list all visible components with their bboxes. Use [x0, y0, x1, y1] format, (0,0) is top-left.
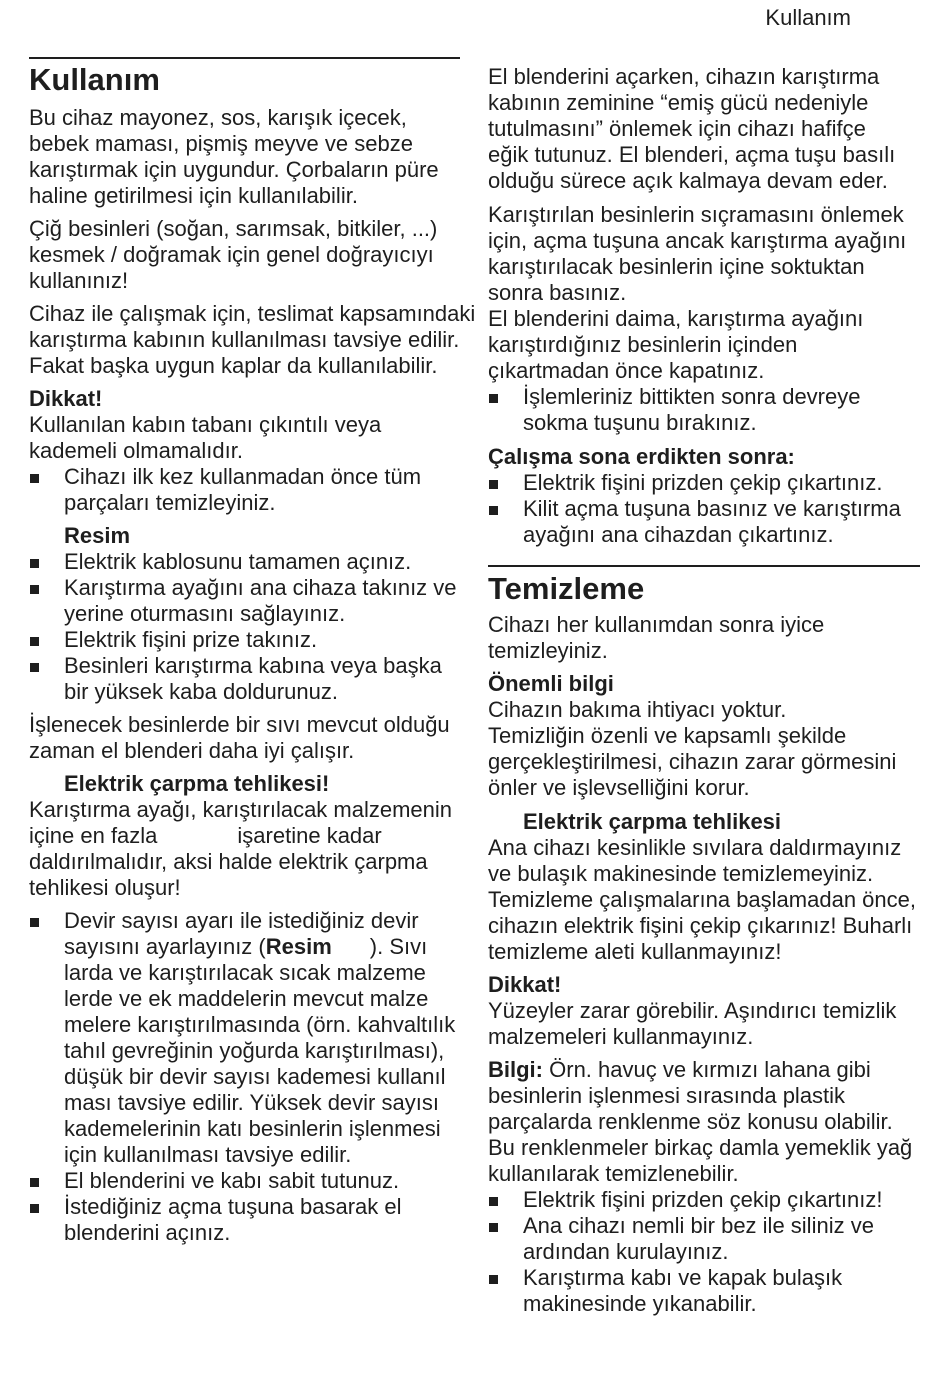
paragraph-line: bebek maması, pişmiş meyve ve sebze — [29, 131, 413, 156]
bullet-item — [29, 908, 460, 1168]
running-header: Kullanım — [765, 5, 851, 30]
info-label: Bilgi: — [488, 1057, 543, 1082]
paragraph-line: Temizleme çalışmalarına başlamadan önce, — [488, 887, 916, 912]
text-segment: Örn. havuç ve kırmızı lahana gibi — [549, 1057, 871, 1082]
bullet-square-icon — [489, 1223, 498, 1232]
paragraph-line: Temizliğin özenli ve kapsamlı şekilde — [488, 723, 847, 748]
paragraph-line: önler ve işlevselliğini korur. — [488, 775, 750, 800]
paragraph-line: Karıştırılan besinlerin sıçramasını önlemek — [488, 202, 904, 227]
paragraph-line: Kullanılan kabın tabanı çıkıntılı veya — [29, 412, 382, 437]
paragraph-line: temizleyiniz. — [488, 638, 608, 663]
paragraph-line: Bu renklenmeler birkaç damla yemeklik yağ — [488, 1135, 913, 1160]
paragraph-line: karıştırmak için uygundur. Çorbaların püre — [29, 157, 439, 182]
bullet-square-icon — [30, 1204, 39, 1213]
bullet-square-icon — [30, 585, 39, 594]
paragraph-line: parçalarda renklenme söz konusu olabilir. — [488, 1109, 893, 1134]
bullet-line: ardından kurulayınız. — [523, 1239, 729, 1264]
bullet-item — [29, 653, 460, 705]
section-heading: Kullanım — [29, 62, 160, 97]
text-segment: içine en fazla — [29, 823, 158, 848]
after-use-label: Çalışma sona erdikten sonra: — [488, 444, 795, 469]
bullet-line: Cihazı ilk kez kullanmadan önce tüm — [64, 464, 422, 489]
bullet-line: lerde ve ek maddelerin mevcut malze — [64, 986, 429, 1011]
paragraph-line: gerçekleştirilmesi, cihazın zarar görmesini — [488, 749, 897, 774]
after-use-block — [488, 444, 920, 548]
paragraph-line: malzemeleri kullanmayınız. — [488, 1024, 754, 1049]
paragraph-line: El blenderini daima, karıştırma ayağını — [488, 306, 864, 331]
bullet-square-icon — [30, 1178, 39, 1187]
paragraph-line: cihazın elektrik fişini çekip çıkarınız! Buharlı — [488, 913, 913, 938]
bullet-line: Karıştırma ayağını ana cihaza takınız ve — [64, 575, 457, 600]
paragraph-line: El blenderini açarken, cihazın karıştırma — [488, 64, 880, 89]
bullet-line: için kullanılması tavsiye edilir. — [64, 1142, 352, 1167]
figure-label: Resim — [64, 523, 131, 548]
bullet-line: Elektrik fişini prizden çekip çıkartınız. — [523, 470, 883, 495]
info-block — [488, 1057, 920, 1187]
switch-on-paragraph — [488, 64, 920, 194]
bullet-item — [29, 1194, 460, 1246]
paragraph-line: haline getirilmesi için kullanılabilir. — [29, 183, 358, 208]
bullet-item — [488, 470, 920, 496]
paragraph-line: Cihazı her kullanımdan sonra iyice — [488, 612, 825, 637]
paragraph-line: Karıştırma ayağı, karıştırılacak malzemenin — [29, 797, 453, 822]
paragraph-line: ve bulaşık makinesinde temizlemeyiniz. — [488, 861, 874, 886]
bullet-square-icon — [489, 1197, 498, 1206]
paragraph-line: olduğu sürece açık kalmaya devam eder. — [488, 168, 888, 193]
paragraph-line: besinlerin işlenmesi sırasında plastik — [488, 1083, 846, 1108]
paragraph-line: kabının zeminine “emiş gücü nedeniyle — [488, 90, 869, 115]
bullet-item — [488, 1213, 920, 1265]
bullet-square-icon — [30, 918, 39, 927]
bullet-line: Ana cihazı nemli bir bez ile siliniz ve — [523, 1213, 874, 1238]
left-column — [29, 57, 476, 1246]
bullet-square-icon — [489, 480, 498, 489]
bullet-item — [488, 496, 920, 548]
shock-warning-label: Elektrik çarpma tehlikesi — [523, 809, 782, 834]
paragraph-line: Ana cihazı kesinlikle sıvılara daldırmayınız — [488, 835, 902, 860]
bullet-line: melere karıştırılmasında (örn. kahvaltılık — [64, 1012, 456, 1037]
bullet-line: kademelerinin katı besinlerin işlenmesi — [64, 1116, 441, 1141]
bullet-line: tahıl gevreğinin yoğurda karıştırılması), — [64, 1038, 445, 1063]
bullet-square-icon — [30, 637, 39, 646]
paragraph-line: tehlikesi oluşur! — [29, 875, 181, 900]
bullet-square-icon — [489, 1275, 498, 1284]
shock-warning-label: Elektrik çarpma tehlikesi! — [64, 771, 330, 796]
bullet-line: larda ve karıştırılacak sıcak malzeme — [64, 960, 426, 985]
bullet-line: parçaları temizleyiniz. — [64, 490, 276, 515]
figure-reference: Resim — [265, 934, 332, 959]
paragraph-line: Çiğ besinleri (soğan, sarımsak, bitkiler, ...) — [29, 216, 438, 241]
paragraph-line: sonra basınız. — [488, 280, 627, 305]
paragraph-line — [29, 823, 460, 849]
paragraph-line: Cihaz ile çalışmak için, teslimat kapsamındaki — [29, 301, 476, 326]
bullet-line: Besinleri karıştırma kabına veya başka — [64, 653, 442, 678]
important-info-block — [488, 671, 920, 801]
right-column — [488, 64, 920, 1317]
caution-block — [488, 972, 920, 1050]
bullet-line: düşük bir devir sayısı kademesi kullanıl — [64, 1064, 446, 1089]
cleaning-intro-paragraph — [488, 612, 920, 664]
paragraph-line: için, açma tuşuna ancak karıştırma ayağını — [488, 228, 907, 253]
caution-block — [29, 386, 460, 464]
paragraph-line: temizleme aleti kullanmayınız! — [488, 939, 782, 964]
paragraph-line: çıkartmadan önce kapatınız. — [488, 358, 765, 383]
bullet-item — [29, 549, 460, 575]
bullet-item — [29, 464, 460, 516]
paragraph-line: Yüzeyler zarar görebilir. Aşındırıcı temizlik — [488, 998, 897, 1023]
paragraph-line: karıştırılacak besinlerin içine soktuktan — [488, 254, 865, 279]
bullet-line: makinesinde yıkanabilir. — [523, 1291, 757, 1316]
bullet-line: blenderini açınız. — [64, 1220, 231, 1245]
paragraph-line: karıştırma kabının kullanılması tavsiye edilir. — [29, 327, 460, 352]
text-segment: sayısını ayarlayınız ( — [64, 934, 266, 959]
text-segment: işaretine kadar — [237, 823, 382, 848]
bullet-line: ayağını ana cihazdan çıkartınız. — [523, 522, 834, 547]
bullet-line: Elektrik fişini prizden çekip çıkartınız! — [523, 1187, 883, 1212]
paragraph-line: kullanılarak temizlenebilir. — [488, 1161, 739, 1186]
bullet-line: Elektrik kablosunu tamamen açınız. — [64, 549, 412, 574]
paragraph-line: kesmek / doğramak için genel doğrayıcıyı — [29, 242, 434, 267]
bullet-square-icon — [30, 559, 39, 568]
bullet-square-icon — [30, 663, 39, 672]
bullet-line: yerine oturmasını sağlayınız. — [64, 601, 346, 626]
shock-warning-block — [488, 809, 920, 965]
paragraph-line — [488, 1057, 920, 1083]
intro-paragraph — [29, 105, 460, 209]
splash-note-paragraph — [488, 202, 920, 384]
paragraph-line: tutulmasını” önlemek için cihazı hafifçe — [488, 116, 866, 141]
paragraph-line: karıştırdığınız besinlerin içinden — [488, 332, 798, 357]
shock-warning-block — [29, 771, 460, 901]
bullet-line: Karıştırma kabı ve kapak bulaşık — [523, 1265, 843, 1290]
paragraph-line: eğik tutunuz. El blenderi, açma tuşu basılı — [488, 142, 896, 167]
paragraph-line: daldırılmalıdır, aksi halde elektrik çarpma — [29, 849, 428, 874]
bullet-line: ması tavsiye edilir. Yüksek devir sayısı — [64, 1090, 439, 1115]
important-info-label: Önemli bilgi — [488, 671, 614, 696]
bullet-line: Kilit açma tuşuna basınız ve karıştırma — [523, 496, 901, 521]
bullet-line: El blenderini ve kabı sabit tutunuz. — [64, 1168, 400, 1193]
bullet-square-icon — [489, 394, 498, 403]
text-segment: ). Sıvı — [369, 934, 428, 959]
bullet-line: sokma tuşunu bırakınız. — [523, 410, 757, 435]
section-heading: Temizleme — [488, 571, 645, 606]
bullet-item — [488, 384, 920, 436]
section-divider — [488, 565, 920, 567]
bullet-item — [29, 575, 460, 627]
bullet-line: Elektrik fişini prize takınız. — [64, 627, 318, 652]
paragraph-line: İşlenecek besinlerde bir sıvı mevcut olduğu — [29, 712, 450, 737]
bullet-item — [488, 1265, 920, 1317]
chopper-note-paragraph — [29, 216, 460, 294]
bullet-line: bir yüksek kaba doldurunuz. — [64, 679, 338, 704]
bullet-line — [64, 934, 460, 960]
paragraph-line: Fakat başka uygun kaplar da kullanılabilir. — [29, 353, 438, 378]
bullet-item — [488, 1187, 920, 1213]
paragraph-line: Bu cihaz mayonez, sos, karışık içecek, — [29, 105, 407, 130]
paragraph-line: Cihazın bakıma ihtiyacı yoktur. — [488, 697, 787, 722]
bullet-line: İşlemleriniz bittikten sonra devreye — [523, 384, 861, 409]
container-note-paragraph — [29, 301, 476, 379]
paragraph-line: zaman el blenderi daha iyi çalışır. — [29, 738, 355, 763]
bullet-item — [29, 627, 460, 653]
bullet-square-icon — [30, 474, 39, 483]
paragraph-line: kademeli olmamalıdır. — [29, 438, 243, 463]
bullet-line: Devir sayısı ayarı ile istediğiniz devir — [64, 908, 419, 933]
liquid-note-paragraph — [29, 712, 460, 764]
caution-label: Dikkat! — [29, 386, 103, 411]
bullet-item — [29, 1168, 460, 1194]
section-divider — [29, 57, 460, 59]
bullet-line: İstediğiniz açma tuşuna basarak el — [64, 1194, 402, 1219]
bullet-square-icon — [489, 506, 498, 515]
paragraph-line: kullanınız! — [29, 268, 129, 293]
caution-label: Dikkat! — [488, 972, 562, 997]
